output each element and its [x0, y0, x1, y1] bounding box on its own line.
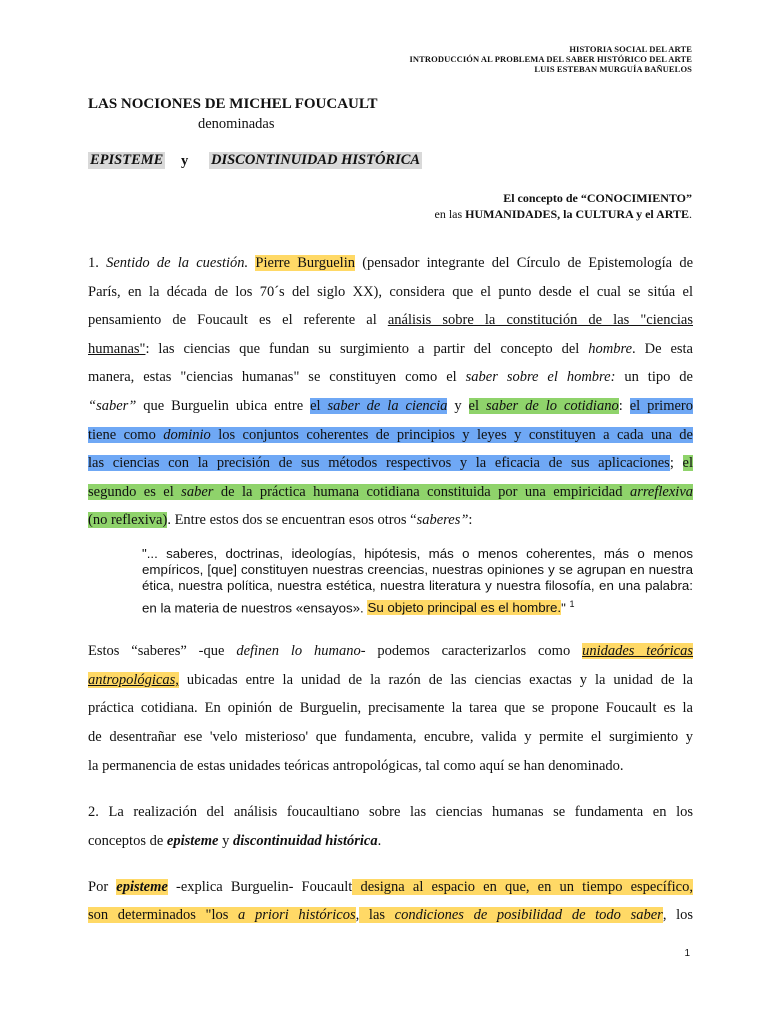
p2-line-3: práctica cotidiana. En opinión de Burguelin, precisamente la tarea que se propone Foucault es la — [88, 700, 693, 716]
quote-line-4: en la materia de nuestros «ensayos». Su objeto principal es el hombre." $^1$ — [142, 599, 575, 616]
concept-line-1: El concepto de “CONOCIMIENTO” — [503, 191, 692, 205]
p1-line-4: humanas": las ciencias que fundan su surgimiento a partir del concepto del hombre. De esta — [88, 341, 693, 357]
p4-line-2: son determinados "los a priori históricos, las condiciones de posibilidad de todo saber, los — [88, 907, 694, 923]
course-subtitle: INTRODUCCIÓN AL PROBLEMA DEL SABER HISTÓRICO DEL ARTE — [409, 54, 692, 64]
p1-line-3: pensamiento de Foucault es el referente al análisis sobre la constitución de las "ciencias — [88, 312, 693, 328]
page-number: 1 — [684, 948, 690, 959]
p1-line-10: (no reflexiva). Entre estos dos se encuentran esos otros “saberes”: — [88, 512, 473, 528]
document-title: LAS NOCIONES DE MICHEL FOUCAULT — [88, 96, 378, 112]
p1-line-9: segundo es el saber de la práctica humana cotidiana constituida por una empiricidad arreflexiva — [88, 484, 694, 500]
footnote-ref[interactable]: 1 — [569, 599, 575, 609]
quote-line-1: "... saberes, doctrinas, ideologías, hipótesis, más o menos coherentes, más o menos — [142, 546, 693, 561]
title-conjunction: y — [181, 153, 189, 169]
document-subtitle: denominadas — [198, 116, 275, 132]
quote-line-2: empíricos, [que] constituyen nuestras creencias, nuestras opiniones y se agrupan en nuestra — [142, 562, 693, 577]
p3-line-1: 2. La realización del análisis foucaultiano sobre las ciencias humanas se fundamenta en los — [88, 804, 693, 820]
p2-line-4: de desentrañar ese 'velo misterioso' que fundamenta, encubre, valida y permite el surgimiento y — [88, 729, 693, 745]
p3-line-2: conceptos de episteme y discontinuidad histórica. — [88, 833, 382, 849]
p4-line-1: Por episteme -explica Burguelin- Foucault designa al espacio en que, en un tiempo específico, — [88, 879, 693, 895]
term-episteme: EPISTEME — [90, 152, 164, 168]
author-name: LUIS ESTEBAN MURGUÍA BAÑUELOS — [534, 64, 692, 74]
p1-line-8: las ciencias con la precisión de sus métodos respectivos y la eficacia de sus aplicaciones; el — [88, 455, 693, 471]
p1-line-2: París, en la década de los 70´s del siglo XX), considera que el punto desde el cual se sitúa el — [88, 284, 693, 300]
concept-line-2: en las HUMANIDADES, la CULTURA y el ARTE. — [434, 207, 692, 221]
p1-line-5: manera, estas "ciencias humanas" se constituyen como el saber sobre el hombre: un tipo de — [88, 369, 693, 385]
course-title: HISTORIA SOCIAL DEL ARTE — [569, 44, 692, 54]
p1-line-1: 1. Sentido de la cuestión. Pierre Burguelin (pensador integrante del Círculo de Epistemología de — [88, 255, 694, 271]
p2-line-5: la permanencia de estas unidades teóricas antropológicas, tal como aquí se han denominado. — [88, 758, 624, 774]
quote-line-3: ética, nuestra política, nuestra estética, nuestra literatura y nuestra filosofía, en una palabra: — [142, 578, 693, 593]
p1-line-6: “saber” que Burguelin ubica entre el saber de la ciencia y el saber de lo cotidiano: el primero — [88, 398, 693, 414]
p2-line-2: antropológicas, ubicadas entre la unidad de la razón de las ciencias exactas y la unidad de la — [88, 672, 693, 688]
term-discontinuidad: DISCONTINUIDAD HISTÓRICA — [211, 152, 421, 168]
p2-line-1: Estos “saberes” -que definen lo humano- podemos caracterizarlos como unidades teóricas — [88, 643, 694, 659]
p1-line-7: tiene como dominio los conjuntos coherentes de principios y leyes y constituyen a cada una de — [88, 427, 693, 443]
